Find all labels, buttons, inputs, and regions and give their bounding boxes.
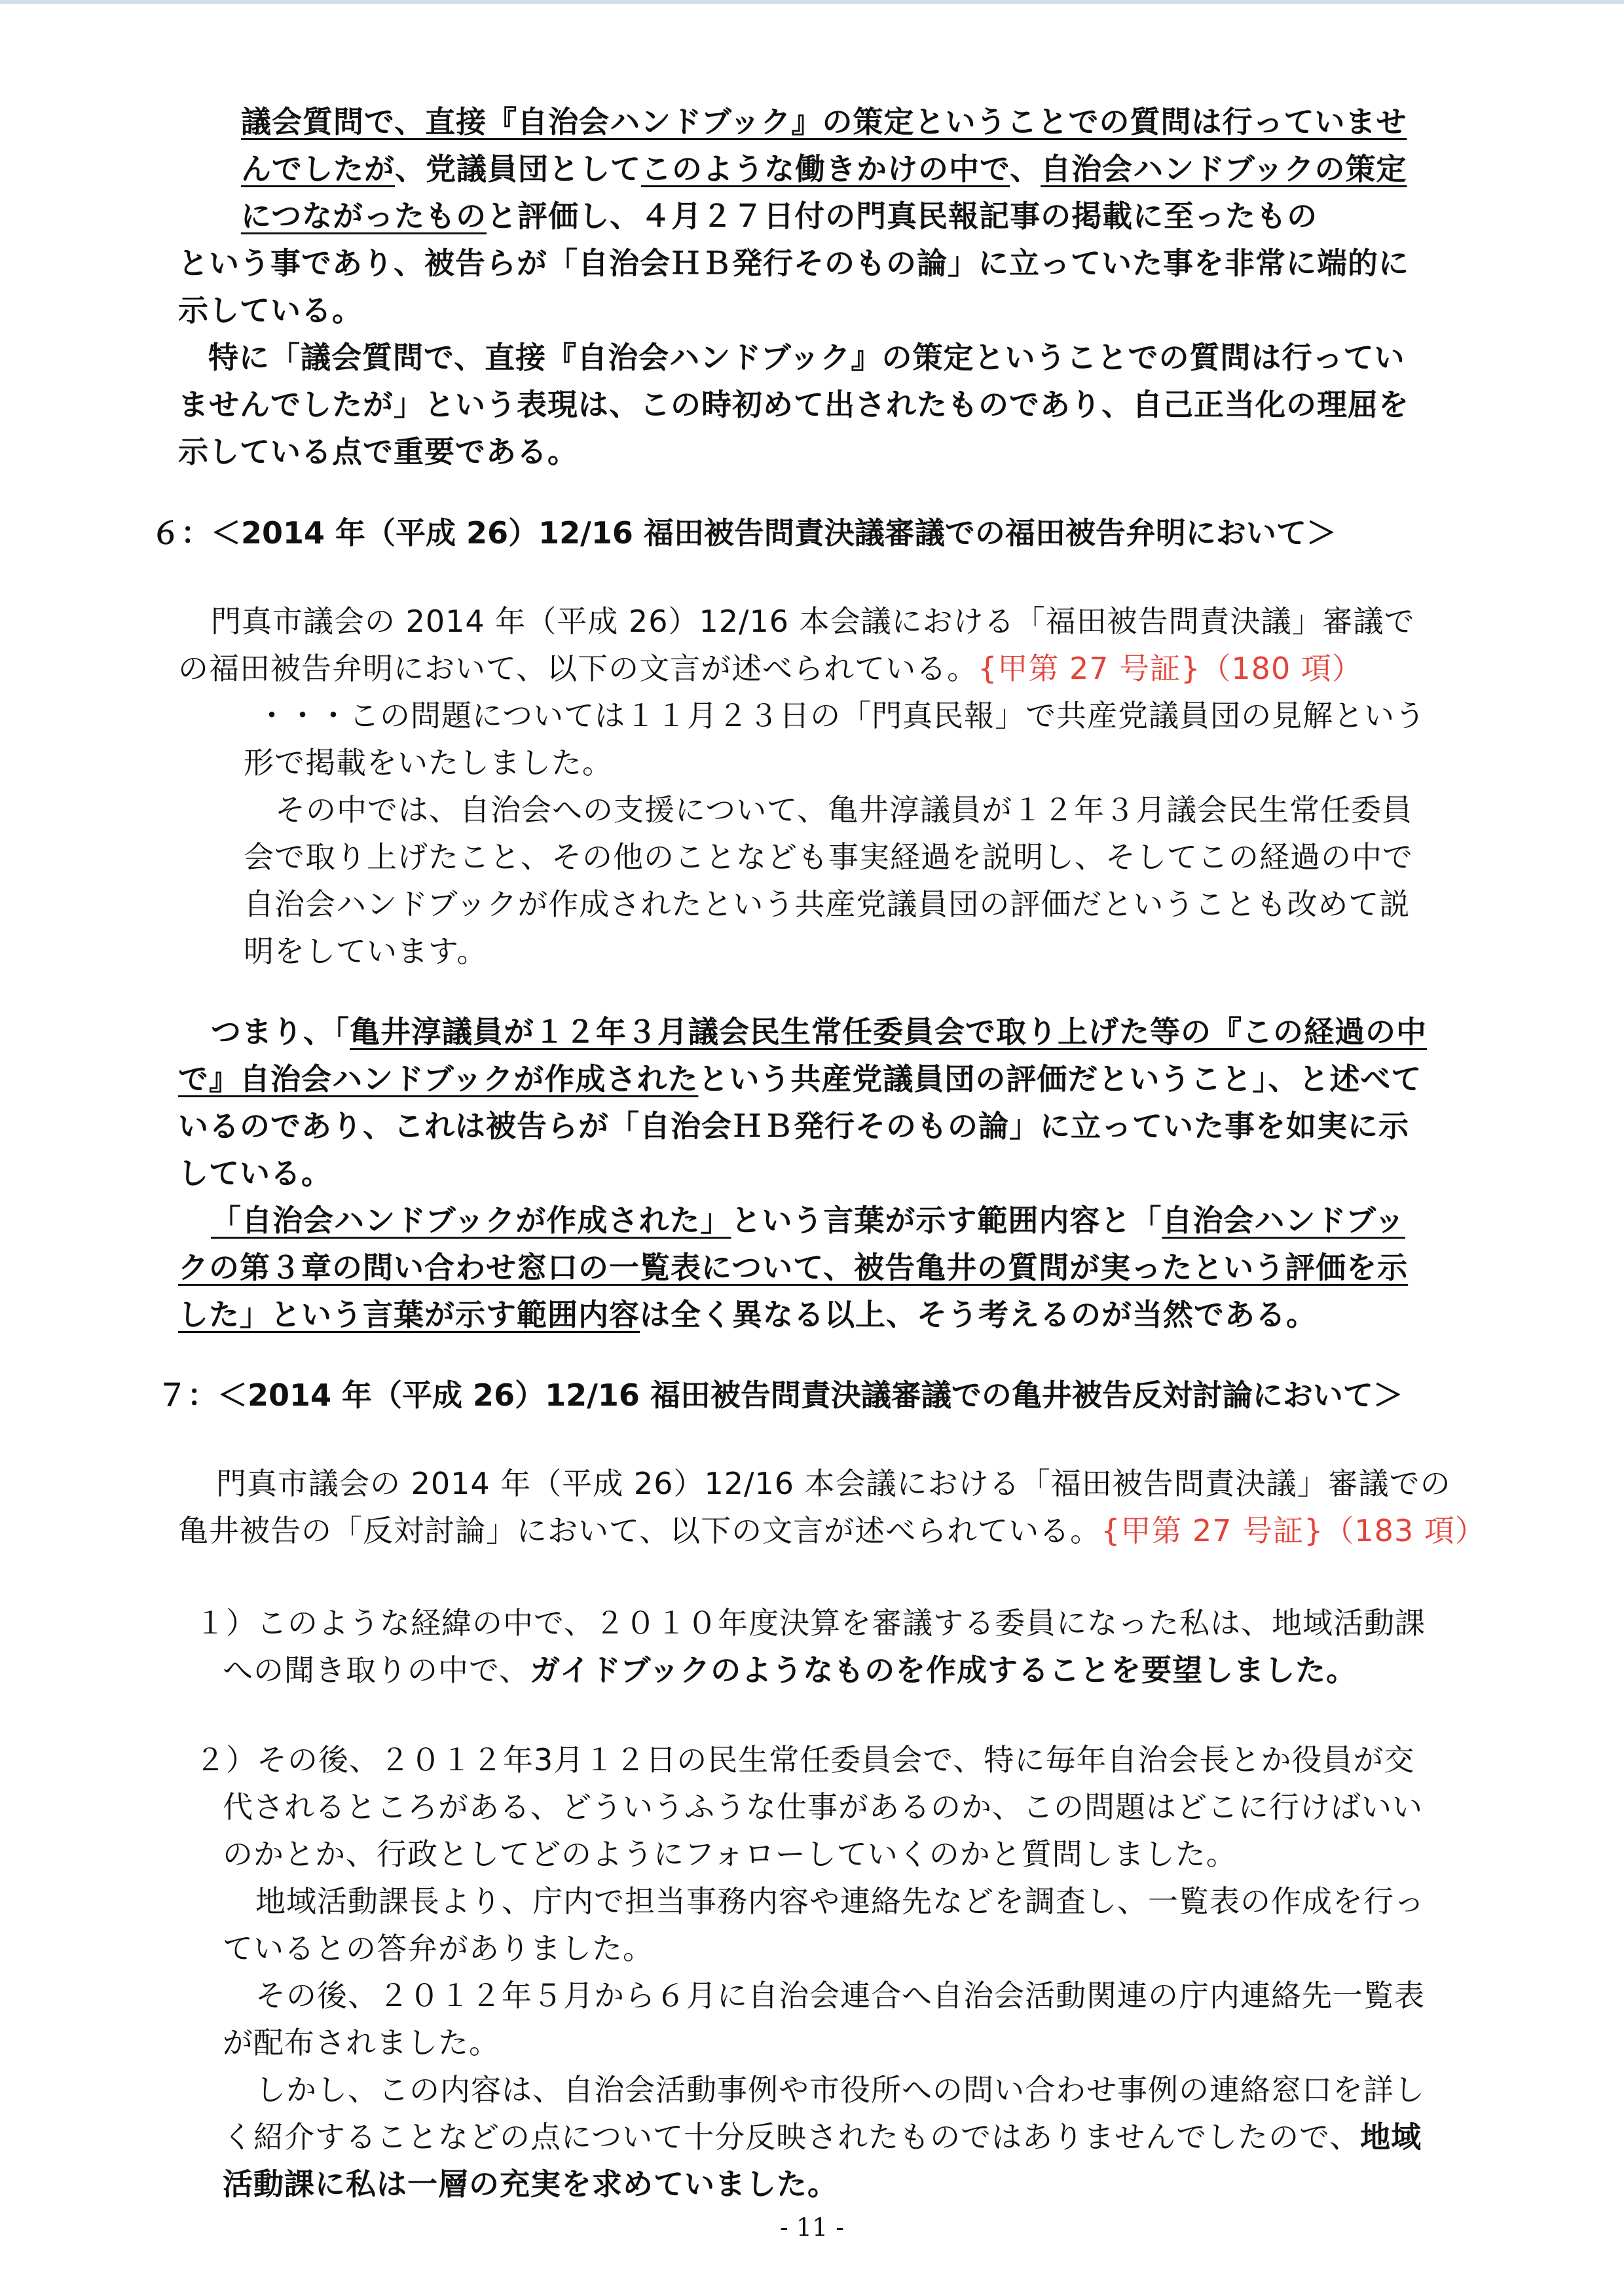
text-span: 、党議員団として (395, 151, 641, 187)
quote-line: 会で取り上げたこと、その他のことなども事実経過を説明し、そしてこの経過の中で (244, 839, 1413, 875)
text-line (223, 1647, 1357, 1694)
text-line: 代されるところがある、どういうふうな仕事があるのか、この問題はどこに行けばいい (223, 1789, 1423, 1825)
text-line: 示している。 (178, 293, 363, 328)
text-line: その後、２０１２年５月から６月に自治会連合へ自治会活動関連の庁内連絡先一覧表 (255, 1978, 1425, 2013)
text-line: いるのであり、これは被告らが「自治会ＨＢ発行そのもの論」に立っていた事を如実に示 (178, 1108, 1409, 1144)
emphasis-text: ガイドブックのようなものを作成することを要望しました。 (530, 1652, 1357, 1688)
text-span: 亀井被告の「反対討論」において、以下の文言が述べられている。 (178, 1513, 1101, 1548)
scan-edge (0, 0, 1624, 4)
text-span: という共産党議員団の評価だということ」、と述べて (698, 1061, 1422, 1097)
quote-line: 形で掲載をいたしました。 (244, 745, 613, 780)
text-line: が配布されました。 (223, 2025, 500, 2060)
list-item: ２）その後、２０１２年3月１２日の民生常任委員会で、特に毎年自治会長とか役員が交 (195, 1742, 1415, 1777)
evidence-reference: {甲第 27 号証}（183 項） (1101, 1513, 1486, 1548)
text-span: と評価し、４月２７日付の門真民報記事の掲載に至ったもの (487, 198, 1318, 234)
page-number: - 11 - (779, 2213, 845, 2242)
text-line: している。 (178, 1156, 332, 1191)
text-line: 地域活動課長より、庁内で担当事務内容や連絡先などを調査し、一覧表の作成を行っ (255, 1884, 1425, 1919)
underlined-quote: このような働きかけの中で (641, 151, 1010, 187)
underlined-quote: で』自治会ハンドブックが作成された (178, 1061, 699, 1097)
text-line (178, 1055, 1422, 1102)
text-line (211, 1008, 1427, 1055)
text-line: 門真市議会の 2014 年（平成 26）12/16 本会議における「福田被告問責決議」審議での (216, 1466, 1451, 1501)
text-span: 、 (1010, 151, 1041, 187)
quote-line: ・・・この問題については１１月２３日の「門真民報」で共産党議員団の見解という (257, 698, 1426, 733)
underlined-quote: クの第３章の問い合わせ窓口の一覧表について、被告亀井の質問が実ったという評価を示 (178, 1250, 1409, 1285)
section-heading: ７：＜2014 年（平成 26）12/16 福田被告問責決議審議での亀井被告反対討論において＞ (157, 1377, 1403, 1413)
text-line: ているとの答弁がありました。 (223, 1931, 654, 1966)
underlined-quote: 亀井淳議員が１２年３月議会民生常任委員会で取り上げた等の『この経過の中 (350, 1014, 1427, 1049)
text-line (178, 1291, 1317, 1338)
text-line: 示している点で重要である。 (178, 434, 578, 469)
text-span: は全く異なる以上、そう考えるのが当然である。 (640, 1297, 1317, 1332)
text-line (211, 1197, 1405, 1244)
text-span: く紹介することなどの点について十分反映されたものではありませんでしたので、 (223, 2119, 1361, 2155)
underlined-quote: 自治会ハンドブックの策定 (1041, 151, 1407, 187)
quote-line: その中では、自治会への支援について、亀井淳議員が１２年３月議会民生常任委員 (275, 792, 1413, 828)
underlined-quote: 議会質問で、直接『自治会ハンドブック』の策定ということでの質問は行っていませ (241, 104, 1407, 139)
text-line: ませんでしたが」という表現は、この時初めて出されたものであり、自己正当化の理屈を (178, 387, 1409, 422)
underlined-quote: した」という言葉が示す範囲内容 (178, 1297, 640, 1332)
section-heading: ６：＜2014 年（平成 26）12/16 福田被告問責決議審議での福田被告弁明において＞ (151, 515, 1337, 551)
text-line (178, 1507, 1486, 1554)
text-line (178, 1244, 1408, 1291)
text-span: という言葉が示す範囲内容と「 (731, 1203, 1162, 1238)
text-line (241, 145, 1407, 192)
text-line (223, 2113, 1422, 2160)
text-line (241, 98, 1407, 145)
quote-line: 自治会ハンドブックが作成されたという共産党議員団の評価だということも改めて説 (244, 886, 1411, 922)
emphasis-text: 活動課に私は一層の充実を求めていました。 (223, 2166, 838, 2202)
underlined-quote: んでしたが (241, 151, 395, 187)
text-line (178, 645, 1363, 692)
text-span: への聞き取りの中で、 (223, 1652, 530, 1688)
text-span: の福田被告弁明において、以下の文言が述べられている。 (178, 651, 978, 686)
underlined-quote: 「自治会ハンドブックが作成された」 (211, 1203, 731, 1238)
underlined-quote: 自治会ハンドブッ (1162, 1203, 1405, 1238)
emphasis-text: 地域 (1360, 2119, 1422, 2155)
text-line: 門真市議会の 2014 年（平成 26）12/16 本会議における「福田被告問責決議」審議で (211, 604, 1415, 639)
evidence-reference: {甲第 27 号証}（180 項） (978, 651, 1363, 686)
quote-line: 明をしています。 (244, 934, 488, 969)
underlined-quote: につながったもの (241, 198, 487, 234)
text-line: 特に「議会質問で、直接『自治会ハンドブック』の策定ということでの質問は行ってい (208, 340, 1405, 375)
text-span: つまり、「 (211, 1014, 350, 1049)
list-item: １）このような経緯の中で、２０１０年度決算を審議する委員になった私は、地域活動課 (195, 1605, 1426, 1641)
text-line (241, 192, 1318, 240)
text-line: という事であり、被告らが「自治会ＨＢ発行そのもの論」に立っていた事を非常に端的に (178, 246, 1409, 281)
text-line: しかし、この内容は、自治会活動事例や市役所への問い合わせ事例の連絡窓口を詳し (255, 2072, 1425, 2107)
text-line: のかとか、行政としてどのようにフォローしていくのかと質問しました。 (223, 1836, 1237, 1872)
